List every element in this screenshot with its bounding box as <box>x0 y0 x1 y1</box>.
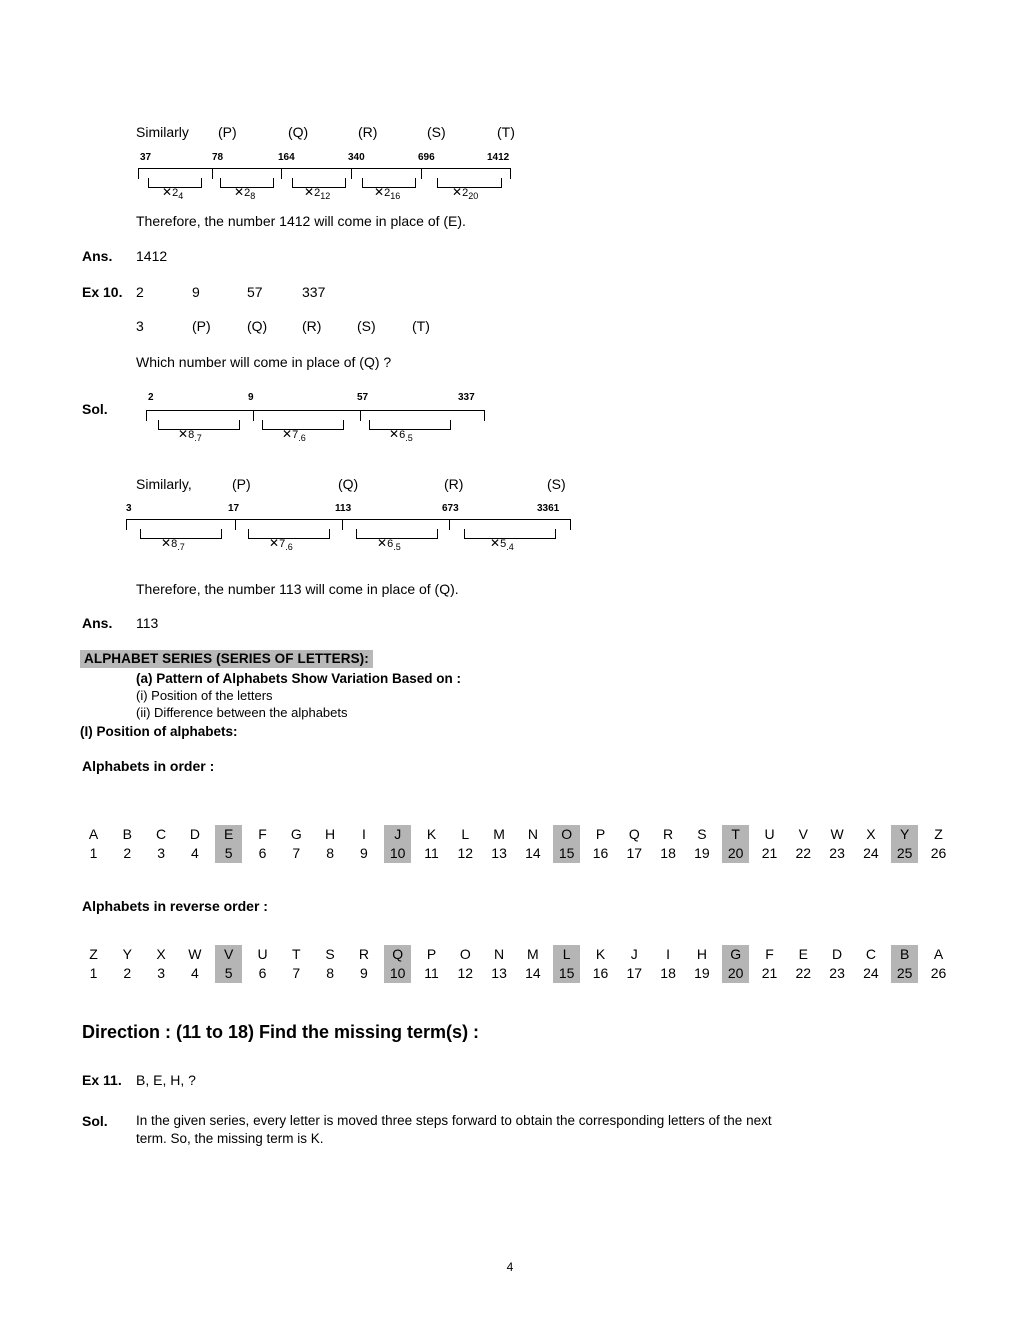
ex10-question: Which number will come in place of (Q) ? <box>136 354 392 370</box>
alphabet-reverse-number: 12 <box>457 965 474 981</box>
alphabet-order-letter: L <box>461 826 470 842</box>
alphabet-order-cell <box>790 825 817 863</box>
alphabet-reverse-number: 26 <box>930 965 947 981</box>
alphabet-reverse-letter: N <box>494 946 505 962</box>
alphabet-order-number: 10 <box>384 844 411 863</box>
ex10-slot-p: (P) <box>232 476 251 492</box>
alphabet-order-cell <box>621 825 648 863</box>
alphabet-reverse-number: 17 <box>626 965 643 981</box>
ex10-sim-mult-1-value: 7 <box>279 538 286 550</box>
alphabet-order-letter: W <box>830 826 844 842</box>
alphabet-reverse-number: 15 <box>553 964 580 983</box>
alphabet-reverse-cell <box>215 945 242 983</box>
alphabet-order-number: 19 <box>694 845 710 861</box>
alphabet-order-letter: F <box>258 826 267 842</box>
ex10-slot-s: (S) <box>547 476 566 492</box>
block1-mult-2-sub: 12 <box>320 191 331 202</box>
alphabet-reverse-letter: V <box>215 945 242 964</box>
alphabet-reverse-number: 11 <box>424 965 439 981</box>
alphabet-order-number: 25 <box>891 844 918 863</box>
block1-mult-4-value: 2 <box>462 187 469 199</box>
ex10-row1-3: 337 <box>302 284 326 300</box>
ex10-sim-mult-3-value: 5 <box>500 538 507 550</box>
block1-mult-1: $✕2_8$ <box>234 185 256 202</box>
alphabet-reverse-number: 13 <box>491 965 507 981</box>
alphabet-order-cell <box>655 825 682 863</box>
alphabet-reverse-cell <box>553 945 580 983</box>
ex10-similarly-label: Similarly, <box>136 476 192 492</box>
alphabet-order-letter: D <box>189 826 200 842</box>
block1-series-line <box>138 168 510 169</box>
block1-mult-1-sub: 8 <box>250 191 256 202</box>
ex10-sim-num-0: 3 <box>126 503 132 514</box>
alphabet-order-number: 12 <box>457 845 474 861</box>
alphabet-order-cell <box>317 825 344 863</box>
block1-ans-label: Ans. <box>82 248 113 264</box>
alphabet-reverse-number: 23 <box>829 965 845 981</box>
alphabet-order-cell <box>114 825 141 863</box>
alphabet-reverse-letter: A <box>933 946 944 962</box>
alphabet-reverse-number: 6 <box>258 965 267 981</box>
block1-num-0: 37 <box>140 152 152 163</box>
ex10-sim-mult-3-sub: .4 <box>506 542 514 553</box>
alphabet-reverse-number: 16 <box>592 965 609 981</box>
alphabet-reverse-letter: B <box>891 945 918 964</box>
ex10-sim-mult-0-sub: .7 <box>177 542 185 553</box>
alphabet-reverse-letter: L <box>553 945 580 964</box>
ex10-sol-tick-1 <box>253 410 254 421</box>
alphabet-reverse-cell <box>181 945 208 983</box>
ex10-sol-mult-0-value: 8 <box>188 429 195 441</box>
alphabet-reverse-cell <box>148 945 175 983</box>
ex10-sol-line <box>146 410 484 411</box>
block1-num-1: 78 <box>212 152 224 163</box>
alphabet-reverse-letter: O <box>459 946 471 962</box>
alphabet-order-number: 13 <box>491 845 507 861</box>
alphabet-reverse-cell <box>925 945 952 983</box>
alphabet-reverse-number: 9 <box>359 965 368 981</box>
alphabet-order-cell <box>519 825 546 863</box>
alphabet-order-letter: R <box>663 826 674 842</box>
alphabet-order-letter: K <box>426 826 437 842</box>
block1-slot-t: (T) <box>497 124 515 140</box>
ex11-sol-label: Sol. <box>82 1113 108 1129</box>
ex10-row2-1: (P) <box>192 318 211 334</box>
alphabet-reverse-cell <box>688 945 715 983</box>
alphabet-reverse-letter: R <box>358 946 369 962</box>
block1-num-2: 164 <box>278 152 295 163</box>
alphabet-order-number: 23 <box>829 845 845 861</box>
block1-mult-3: $✕2_{16}$ <box>374 185 401 202</box>
ex10-sim-mult-1-sub: .6 <box>285 542 293 553</box>
alphabet-reverse-number: 14 <box>525 965 541 981</box>
ex10-sim-num-3: 673 <box>442 503 459 514</box>
ex10-sol-num-0: 2 <box>148 392 154 403</box>
block1-slot-p: (P) <box>218 124 237 140</box>
block1-mult-0: $✕2_4$ <box>162 185 184 202</box>
ex10-sim-mult-2-value: 6 <box>387 538 394 550</box>
alphabet-reverse-cell <box>114 945 141 983</box>
alphabet-reverse-cell <box>418 945 445 983</box>
block1-tick-5 <box>510 168 511 179</box>
block1-num-3: 340 <box>348 152 365 163</box>
alphabet-order-cell <box>925 825 952 863</box>
alphabet-order-letter: S <box>697 826 707 842</box>
alphabet-reverse-number: 4 <box>190 965 199 981</box>
alphabet-order-letter: C <box>156 826 167 842</box>
alphabet-order-cell <box>452 825 479 863</box>
alphabet-order-number: 15 <box>553 844 580 863</box>
ex10-sol-mult-1-sub: .6 <box>298 433 306 444</box>
alphabet-order-cell <box>215 825 242 863</box>
ex10-row1-2: 57 <box>247 284 263 300</box>
alphabet-reverse-cell <box>80 945 107 983</box>
block1-mult-2-value: 2 <box>314 187 321 199</box>
alphabet-reverse-number: 10 <box>384 964 411 983</box>
block1-tick-3 <box>351 168 352 179</box>
alphabet-order-number: 17 <box>626 845 643 861</box>
alphabet-reverse-cell <box>519 945 546 983</box>
alphabet-order-letter: Y <box>891 825 918 844</box>
ex10-sol-mult-1: $✕7_{.6}$ <box>282 427 306 444</box>
ex10-sim-tick-4 <box>570 519 571 530</box>
block1-similarly-label: Similarly <box>136 124 189 140</box>
alphabet-order-number: 24 <box>863 845 879 861</box>
ex10-sim-tick-3 <box>449 519 450 530</box>
alphabet-order-letter: U <box>764 826 775 842</box>
ex10-sol-num-3: 337 <box>458 392 475 403</box>
alphabet-reverse-cell <box>283 945 310 983</box>
block1-mult-3-value: 2 <box>384 187 391 199</box>
alphabet-order-letter: I <box>361 826 366 842</box>
ex10-row2-3: (R) <box>302 318 322 334</box>
ex10-sim-num-2: 113 <box>335 503 352 514</box>
ex10-sol-num-1: 9 <box>248 392 254 403</box>
ex11-label: Ex 11. <box>82 1072 122 1088</box>
alphabet-reverse-letter: P <box>426 946 437 962</box>
ex10-sim-num-1: 17 <box>228 503 240 514</box>
alphabet-reverse-letter: W <box>188 946 202 962</box>
alphabet-reverse-cell <box>621 945 648 983</box>
alphabet-order-letter: B <box>122 826 132 842</box>
ex10-sol-tick-3 <box>484 410 485 421</box>
ex10-sim-mult-0: $✕8_{.7}$ <box>161 536 185 553</box>
ex10-slot-q: (Q) <box>338 476 359 492</box>
alphabet-order-cell <box>756 825 783 863</box>
block1-tick-1 <box>212 168 213 179</box>
alphabet-reverse-cell <box>857 945 884 983</box>
alphabet-order-letter: J <box>384 825 411 844</box>
alphabet-order-number: 9 <box>359 845 368 861</box>
alphabets-reverse-label: Alphabets in reverse order : <box>82 898 268 914</box>
alphabet-reverse-letter: X <box>156 946 166 962</box>
alphabet-order-letter: A <box>88 826 99 842</box>
alphabet-order-number: 7 <box>292 845 301 861</box>
alphabet-reverse-number: 1 <box>89 965 98 981</box>
alphabet-series-banner-wrap <box>80 650 373 668</box>
alphabet-reverse-cell <box>249 945 276 983</box>
ex11-sol-line2: term. So, the missing term is K. <box>136 1131 324 1146</box>
alphabet-reverse-cell <box>486 945 513 983</box>
alphabet-order-cell <box>418 825 445 863</box>
alphabet-order-number: 5 <box>215 844 242 863</box>
ex10-sim-mult-1: $✕7_{.6}$ <box>269 536 293 553</box>
alphabet-reverse-letter: Y <box>122 946 132 962</box>
block1-mult-4: $✕2_{20}$ <box>452 185 479 202</box>
block1-mult-1-value: 2 <box>244 187 251 199</box>
alphabet-reverse-letter: C <box>865 946 876 962</box>
alphabet-reverse-cell <box>891 945 918 983</box>
alphabet-order-letter: N <box>527 826 538 842</box>
alphabet-order-number: 22 <box>795 845 812 861</box>
ex11-question: B, E, H, ? <box>136 1072 196 1088</box>
alphabet-reverse-letter: E <box>798 946 808 962</box>
alphabet-order-number: 18 <box>660 845 676 861</box>
alphabet-order-letter: M <box>493 826 505 842</box>
alphabet-order-cell <box>688 825 715 863</box>
alphabet-order-cell <box>283 825 310 863</box>
alphabet-reverse-letter: D <box>832 946 843 962</box>
alphabet-reverse-letter: U <box>257 946 268 962</box>
block1-slot-q: (Q) <box>288 124 309 140</box>
alphabet-order-cell <box>350 825 377 863</box>
alphabets-in-order-label: Alphabets in order : <box>82 758 215 774</box>
alphabet-reverse-cell <box>317 945 344 983</box>
ex11-sol-line1: In the given series, every letter is moved three steps forward to obtain the corresponding letters of the next <box>136 1113 772 1128</box>
ex10-sol-mult-2: $✕6_{.5}$ <box>389 427 413 444</box>
alphabet-order-letter: G <box>290 826 302 842</box>
ex10-label: Ex 10. <box>82 284 123 300</box>
ex10-sim-line <box>126 519 570 520</box>
ex10-sol-mult-0: $✕8_{.7}$ <box>178 427 202 444</box>
alphabet-order-cell <box>891 825 918 863</box>
ex10-row2-5: (T) <box>412 318 430 334</box>
ex10-conclusion: Therefore, the number 113 will come in place of (Q). <box>136 581 459 597</box>
ex10-row1-0: 2 <box>136 284 144 300</box>
block1-tick-4 <box>421 168 422 179</box>
alphabet-reverse-letter: Z <box>89 946 98 962</box>
alphabet-reverse-cell <box>722 945 749 983</box>
alphabet-order-cell <box>249 825 276 863</box>
alphabet-reverse-letter: Q <box>384 945 411 964</box>
alphabet-reverse-cell <box>587 945 614 983</box>
alphabet-order-cell <box>553 825 580 863</box>
alphabet-reverse-letter: J <box>630 946 638 962</box>
alphabet-order-cell <box>80 825 107 863</box>
ex10-sol-mult-1-value: 7 <box>292 429 299 441</box>
block1-slot-s: (S) <box>427 124 446 140</box>
alphabet-order-letter: X <box>866 826 876 842</box>
alphabet-order-number: 16 <box>592 845 609 861</box>
alphabet-reverse-number: 25 <box>891 964 918 983</box>
ex10-row1-1: 9 <box>192 284 200 300</box>
alphabet-reverse-letter: G <box>722 945 749 964</box>
alphabet-order-cell <box>181 825 208 863</box>
page-number: 4 <box>506 1260 514 1274</box>
block1-num-4: 696 <box>418 152 435 163</box>
alphabet-order-letter: O <box>553 825 580 844</box>
alphabet-point-a: (a) Pattern of Alphabets Show Variation Based on : <box>136 671 462 686</box>
alphabet-reverse-number: 20 <box>722 964 749 983</box>
alphabet-order-number: 3 <box>157 845 165 861</box>
block1-slot-r: (R) <box>358 124 378 140</box>
block1-ans-value: 1412 <box>136 248 168 264</box>
ex10-sim-tick-0 <box>126 519 127 530</box>
block1-mult-2: $✕2_{12}$ <box>304 185 331 202</box>
block1-mult-0-value: 2 <box>172 187 179 199</box>
alphabet-order-number: 1 <box>89 845 98 861</box>
ex10-row2-2: (Q) <box>247 318 268 334</box>
alphabet-reverse-letter: H <box>696 946 707 962</box>
alphabet-reverse-number: 19 <box>694 965 710 981</box>
alphabet-reverse-number: 3 <box>157 965 165 981</box>
block1-tick-2 <box>281 168 282 179</box>
ex10-sim-mult-2-sub: .5 <box>393 542 401 553</box>
alphabet-reverse-number: 18 <box>660 965 676 981</box>
alphabet-series-banner: ALPHABET SERIES (SERIES OF LETTERS): <box>80 650 373 668</box>
ex10-sim-mult-0-value: 8 <box>171 538 178 550</box>
ex10-slot-r: (R) <box>444 476 464 492</box>
ex10-sol-mult-2-value: 6 <box>399 429 406 441</box>
ex10-sol-tick-0 <box>146 410 147 421</box>
alphabet-order-number: 2 <box>123 845 132 861</box>
ex10-sol-label: Sol. <box>82 401 108 417</box>
alphabet-reverse-number: 7 <box>292 965 301 981</box>
ex10-ans-value: 113 <box>136 615 159 631</box>
alphabet-reverse-letter: F <box>765 946 774 962</box>
ex10-sim-mult-2: $✕6_{.5}$ <box>377 536 401 553</box>
block1-num-5: 1412 <box>487 152 510 163</box>
alphabet-order-number: 6 <box>258 845 267 861</box>
alphabet-reverse-cell <box>824 945 851 983</box>
alphabet-reverse-letter: M <box>527 946 539 962</box>
alphabet-point-ii: (ii) Difference between the alphabets <box>136 705 348 720</box>
alphabet-order-letter: Q <box>628 826 640 842</box>
alphabet-order-letter: V <box>798 826 808 842</box>
alphabet-reverse-number: 24 <box>863 965 879 981</box>
alphabet-reverse-number: 8 <box>326 965 334 981</box>
alphabet-order-number: 20 <box>722 844 749 863</box>
alphabet-reverse-number: 22 <box>795 965 812 981</box>
alphabet-point-i: (i) Position of the letters <box>136 688 273 703</box>
ex10-sim-tick-2 <box>342 519 343 530</box>
alphabet-subhead-position: (I) Position of alphabets: <box>80 724 238 739</box>
alphabet-order-letter: Z <box>934 826 943 842</box>
alphabet-order-number: 4 <box>190 845 199 861</box>
alphabet-order-cell <box>722 825 749 863</box>
alphabet-reverse-cell <box>790 945 817 983</box>
ex10-sim-mult-3: $✕5_{.4}$ <box>490 536 514 553</box>
block1-mult-0-sub: 4 <box>178 191 184 202</box>
alphabet-reverse-letter: T <box>292 946 301 962</box>
ex10-sol-mult-0-sub: .7 <box>194 433 202 444</box>
ex10-sim-tick-1 <box>235 519 236 530</box>
alphabet-order-cell <box>148 825 175 863</box>
alphabet-reverse-number: 21 <box>761 965 778 981</box>
alphabet-order-letter: T <box>722 825 749 844</box>
ex10-ans-label: Ans. <box>82 615 113 631</box>
ex10-sim-num-4: 3361 <box>537 503 560 514</box>
block1-conclusion: Therefore, the number 1412 will come in place of (E). <box>136 213 466 229</box>
alphabet-reverse-cell <box>350 945 377 983</box>
alphabet-order-letter: E <box>215 825 242 844</box>
direction-title: Direction : (11 to 18) Find the missing term(s) : <box>82 1022 480 1042</box>
alphabet-reverse-number: 5 <box>215 964 242 983</box>
alphabet-reverse-letter: I <box>666 946 671 962</box>
alphabet-order-cell <box>857 825 884 863</box>
alphabet-reverse-cell <box>756 945 783 983</box>
block1-mult-4-sub: 20 <box>468 191 479 202</box>
block1-mult-3-sub: 16 <box>390 191 401 202</box>
alphabet-order-cell <box>384 825 411 863</box>
ex10-sol-tick-2 <box>360 410 361 421</box>
alphabet-order-number: 11 <box>424 845 439 861</box>
alphabet-order-cell <box>824 825 851 863</box>
alphabet-order-number: 26 <box>930 845 947 861</box>
alphabet-reverse-letter: S <box>325 946 335 962</box>
alphabet-reverse-cell <box>655 945 682 983</box>
ex10-row2-0: 3 <box>136 318 144 334</box>
alphabet-order-cell <box>486 825 513 863</box>
alphabet-reverse-cell <box>452 945 479 983</box>
alphabet-order-letter: P <box>595 826 606 842</box>
block1-tick-0 <box>138 168 139 179</box>
alphabet-order-number: 21 <box>761 845 778 861</box>
ex10-row2-4: (S) <box>357 318 376 334</box>
alphabet-order-number: 8 <box>326 845 334 861</box>
alphabet-reverse-cell <box>384 945 411 983</box>
alphabet-reverse-letter: K <box>595 946 606 962</box>
ex10-sol-num-2: 57 <box>357 392 369 403</box>
alphabet-reverse-number: 2 <box>123 965 132 981</box>
alphabet-order-letter: H <box>325 826 336 842</box>
alphabet-order-number: 14 <box>525 845 541 861</box>
ex10-sol-mult-2-sub: .5 <box>405 433 413 444</box>
alphabet-order-cell <box>587 825 614 863</box>
